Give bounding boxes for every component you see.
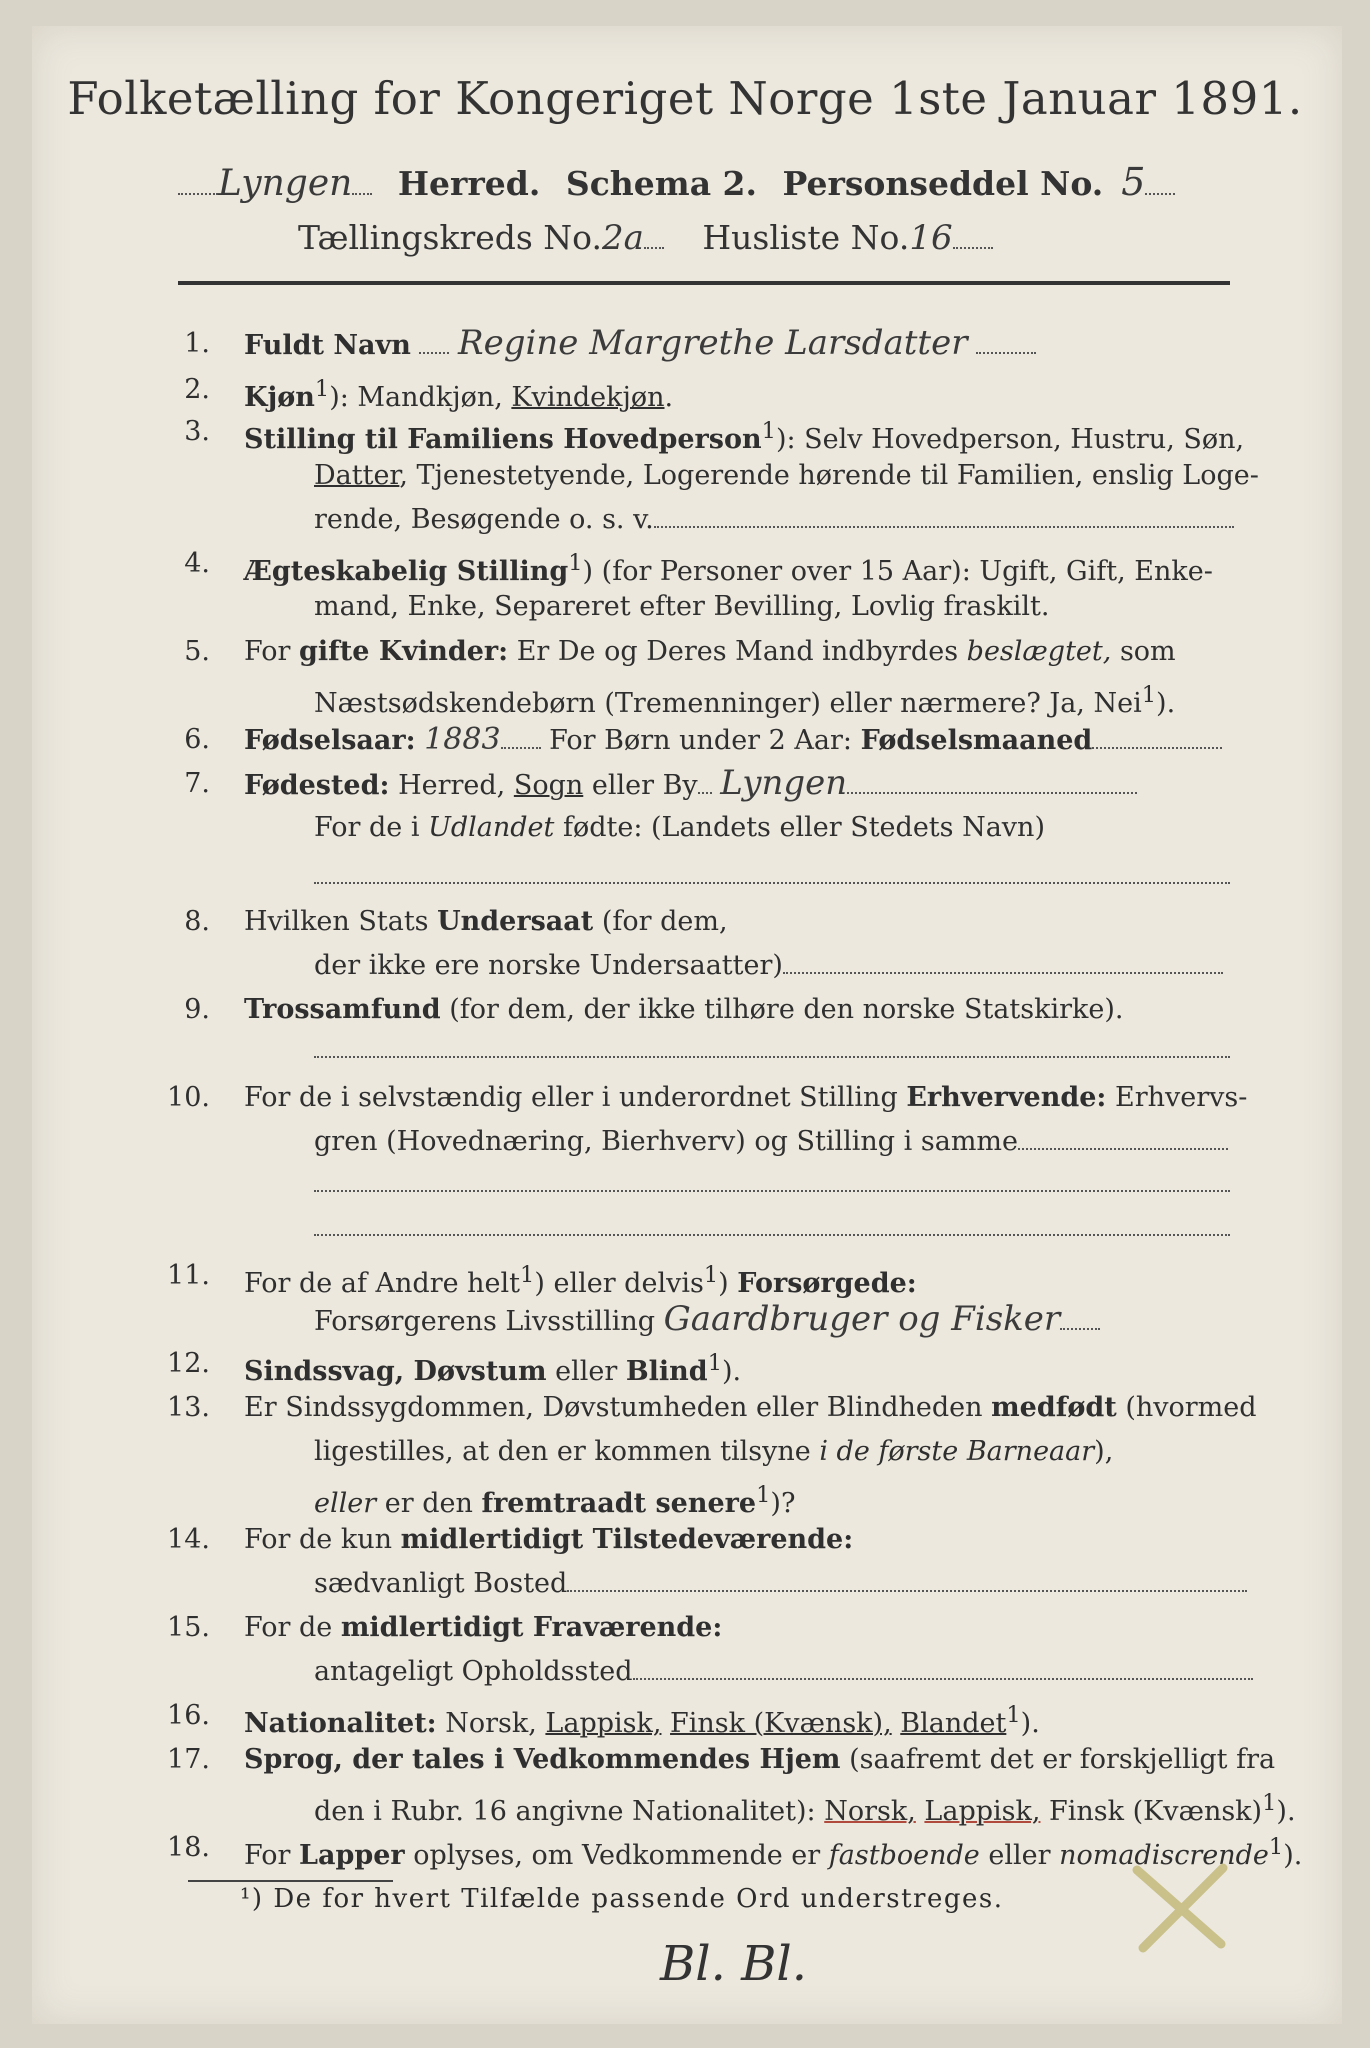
item-15-line-2: antageligt Opholdssted: [314, 1650, 1253, 1693]
item-16: 16. Nationalitet: Norsk, Lappisk, Finsk (Kvænsk), Blandet$^1$).: [167, 1700, 1040, 1739]
form-title: Folketælling for Kongeriget Norge 1ste Januar 1891.: [67, 72, 1303, 125]
option-kvindekjon: Kvindekjøn: [511, 382, 665, 413]
item-11-line-2: Forsørgerens Livsstilling Gaardbruger og Fisker: [314, 1298, 1100, 1343]
schema-label: Schema 2.: [565, 164, 758, 203]
item-10-blank-line-1: [314, 1188, 1230, 1192]
option-sogn: Sogn: [513, 770, 584, 801]
signature: Bl. Bl.: [660, 1936, 808, 1992]
header-rule: [178, 281, 1230, 285]
item-14-line-2: sædvanligt Bosted: [314, 1562, 1247, 1605]
item-14: 14. For de kun midlertidigt Tilstedeværende:: [167, 1524, 854, 1555]
item-5: 5. For gifte Kvinder: Er De og Deres Mand indbyrdes beslægtet, som: [184, 636, 1176, 667]
item-9: 9. Trossamfund (for dem, der ikke tilhøre den norske Statskirke).: [184, 994, 1124, 1025]
item-12: 12. Sindssvag, Døvstum eller Blind$^1$).: [167, 1348, 742, 1387]
item-13-line-2: ligestilles, at den er kommen tilsyne i de første Barneaar),: [314, 1436, 1114, 1467]
husliste-value: 16: [909, 218, 953, 258]
item-10: 10. For de i selvstændig eller i underordnet Stilling Erhvervende: Erhvervs-: [167, 1082, 1248, 1113]
item-4: 4. Ægteskabelig Stilling$^1$) (for Personer over 15 Aar): Ugift, Gift, Enke-: [184, 548, 1213, 587]
item-10-line-2: gren (Hovednæring, Bierhverv) og Stilling i samme: [314, 1120, 1228, 1163]
footnote-rule: [188, 1880, 393, 1882]
header-line-2: [298, 218, 993, 258]
husliste-label: Husliste No.: [702, 218, 910, 257]
option-lappisk: Lappisk,: [924, 1796, 1041, 1827]
item-7: 7. Fødested: Herred, Sogn eller By Lyngen: [170, 762, 1137, 807]
item-7-blank-line: [314, 880, 1230, 884]
birthplace-value: Lyngen: [720, 763, 848, 803]
full-name-value: Regine Margrethe Larsdatter: [458, 323, 968, 363]
item-17: 17. Sprog, der tales i Vedkommendes Hjem (saafremt det er forskjelligt fra: [167, 1744, 1276, 1775]
birth-year-value: 1883: [424, 722, 501, 757]
item-13: 13. Er Sindssygdommen, Døvstumheden eller Blindheden medfødt (hvormed: [167, 1392, 1257, 1423]
kreds-value: 2a: [601, 218, 644, 258]
option-norsk: Norsk,: [824, 1796, 916, 1827]
item-18: 18. For Lapper oplyses, om Vedkommende er fastboende eller nomadiscrende$^1$).: [167, 1832, 1303, 1871]
item-17-line-2: den i Rubr. 16 angivne Nationalitet): Norsk, Lappisk, Finsk (Kvænsk)$^1$).: [314, 1790, 1296, 1827]
option-datter: Datter: [314, 460, 400, 491]
item-7-line-2: For de i Udlandet fødte: (Landets eller Stedets Navn): [314, 812, 1045, 843]
item-9-blank-line: [314, 1054, 1230, 1058]
item-2: 2. Kjøn$^1$): Mandkjøn, Kvindekjøn.: [184, 374, 674, 413]
cross-mark-icon: [1125, 1852, 1235, 1962]
item-10-blank-line-2: [314, 1232, 1230, 1236]
item-4-line-2: mand, Enke, Separeret efter Bevilling, Lovlig fraskilt.: [314, 591, 1050, 622]
item-15: 15. For de midlertidigt Fraværende:: [167, 1612, 723, 1643]
item-8: 8. Hvilken Stats Undersaat (for dem,: [184, 906, 728, 937]
provider-occupation-value: Gaardbruger og Fisker: [663, 1299, 1061, 1339]
item-13-line-3: eller er den fremtraadt senere$^1$)?: [314, 1482, 796, 1519]
personseddel-value: 5: [1121, 160, 1146, 204]
header-line-1: [178, 160, 1175, 204]
kreds-label: Tællingskreds No.: [298, 218, 602, 257]
item-1: 1. Fuldt Navn Regine Margrethe Larsdatter: [170, 322, 1036, 367]
item-5-line-2: Næstsødskendebørn (Tremenninger) eller nærmere? Ja, Nei$^1$).: [314, 682, 1176, 719]
herred-value: Lyngen: [218, 163, 353, 204]
personseddel-label: Personseddel No.: [782, 164, 1104, 203]
item-6: 6. Fødselsaar: 1883 For Børn under 2 Aar: Fødselsmaaned: [170, 718, 1222, 762]
herred-label: Herred.: [397, 164, 541, 203]
footnote: ¹) De for hvert Tilfælde passende Ord understreges.: [240, 1884, 1004, 1914]
item-3-line-3: rende, Besøgende o. s. v.: [314, 498, 1234, 541]
item-8-line-2: der ikke ere norske Undersaatter): [314, 944, 1223, 987]
item-3-line-2: Datter, Tjenestetyende, Logerende hørende til Familien, enslig Loge-: [314, 460, 1259, 491]
item-3: 3. Stilling til Familiens Hovedperson$^1$): Selv Hovedperson, Hustru, Søn,: [184, 416, 1245, 455]
item-11: 11. For de af Andre helt$^1$) eller delvis$^1$) Forsørgede:: [167, 1260, 917, 1299]
